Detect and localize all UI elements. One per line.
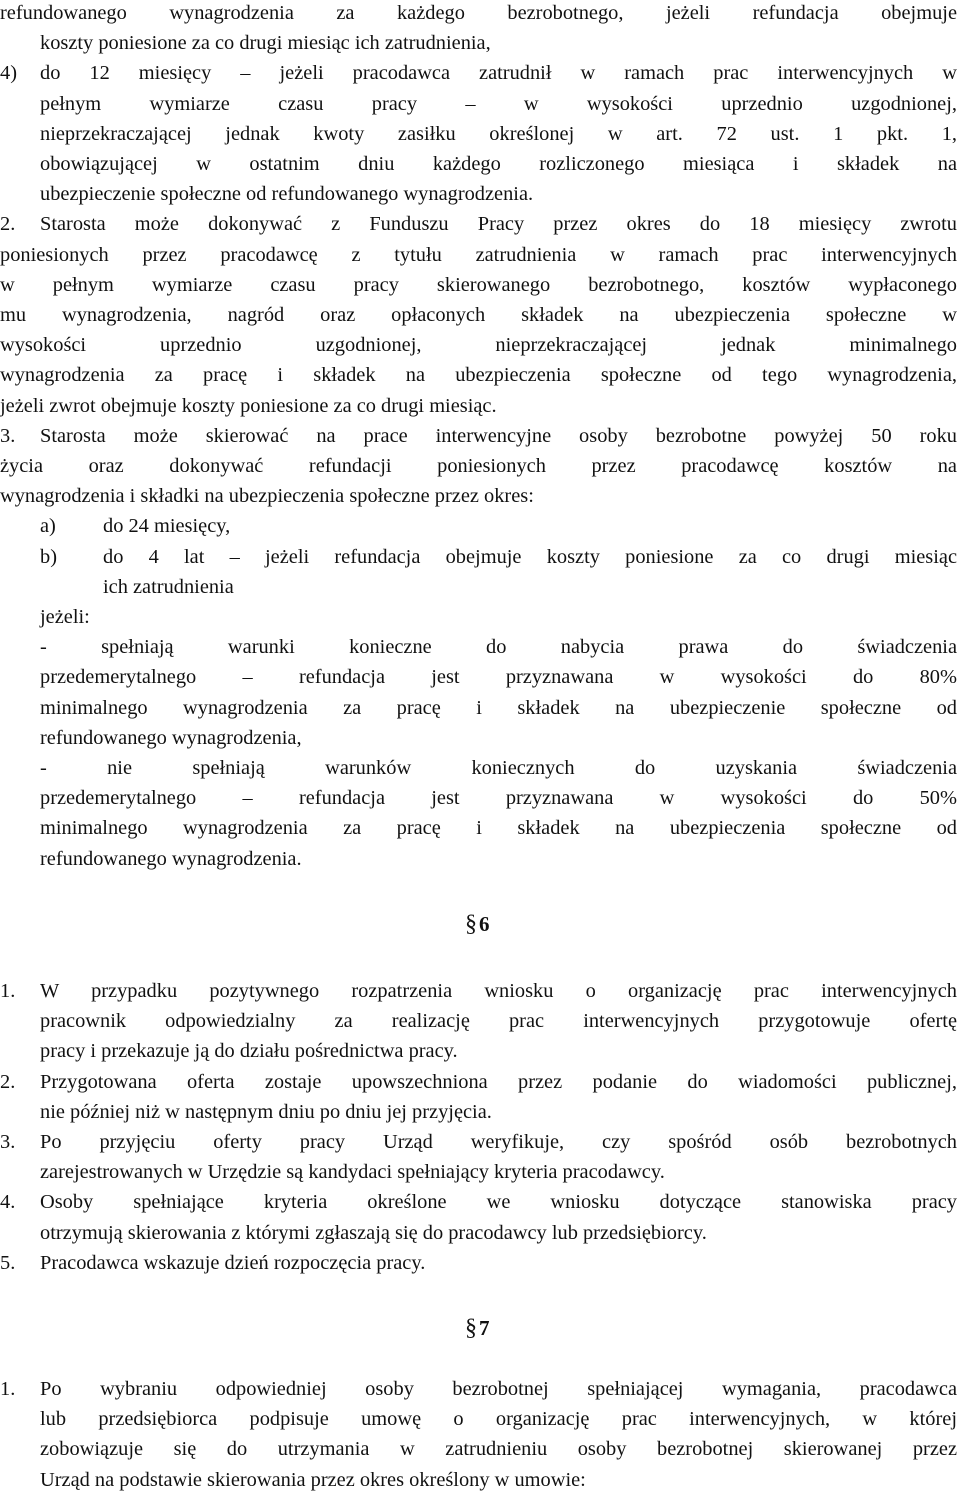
text-line: lub przedsiębiorca podpisuje umowę o organizację prac interwencyjnych, w której xyxy=(40,1408,957,1431)
text-line: do 4 lat – jeżeli refundacja obejmuje koszty poniesione za co drugi miesiąc xyxy=(103,545,957,568)
text-line: obowiązującej w ostatnim dniu każdego rozliczonego miesiąca i składek na xyxy=(40,153,957,176)
list-number: 4) xyxy=(0,62,17,85)
text-line: Osoby spełniające kryteria określone we wniosku dotyczące stanowiska pracy xyxy=(40,1191,957,1214)
bullet-item-2 xyxy=(0,753,957,874)
section-number: 6 xyxy=(479,911,490,936)
text-line: pracownik odpowiedzialny za realizację prac interwencyjnych przygotowuje ofertę xyxy=(40,1010,957,1033)
text-line: Przygotowana oferta zostaje upowszechniona przez podanie do wiadomości publicznej, xyxy=(40,1070,957,1093)
text-line: minimalnego wynagrodzenia za pracę i składek na ubezpieczenie społeczne od xyxy=(40,696,957,719)
text-line: zobowiązuje się do utrzymania w zatrudnieniu osoby bezrobotnej skierowanej przez xyxy=(40,1438,957,1461)
text-line: Po przyjęciu oferty pracy Urząd weryfikuje, czy spośród osób bezrobotnych xyxy=(40,1130,957,1153)
section-7-list xyxy=(0,1374,957,1495)
text-line: Pracodawca wskazuje dzień rozpoczęcia pracy. xyxy=(40,1251,426,1274)
text-line: wynagrodzenia i składki na ubezpieczenia społeczne przez okres: xyxy=(0,485,534,508)
text-line: minimalnego wynagrodzenia za pracę i składek na ubezpieczenia społeczne od xyxy=(40,817,957,840)
text-line: Urząd na podstawie skierowania przez okres określony w umowie: xyxy=(40,1468,586,1491)
sub-item-label: a) xyxy=(40,515,56,538)
list-item xyxy=(0,1187,957,1247)
list-number: 4. xyxy=(0,1191,16,1214)
list-number: 1. xyxy=(0,979,16,1002)
list-item xyxy=(0,1248,957,1278)
text-line: ubezpieczenie społeczne od refundowanego wynagrodzenia. xyxy=(40,183,534,206)
sub-item-b xyxy=(0,542,957,602)
section-heading-7 xyxy=(0,1310,957,1346)
list-number: 1. xyxy=(0,1377,16,1400)
paragraph-3 xyxy=(0,421,957,874)
text-line: pełnym wymiarze czasu pracy – w wysokości uprzednio uzgodnionej, xyxy=(40,92,957,115)
list-number: 3. xyxy=(0,1130,16,1153)
sub-item-a xyxy=(0,511,957,541)
text-line: w pełnym wymiarze czasu pracy skierowanego bezrobotnego, kosztów wypłaconego xyxy=(0,273,957,296)
text-line: wysokości uprzednio uzgodnionej, nieprzekraczającej jednak minimalnego xyxy=(0,334,957,357)
text-line: - spełniają warunki konieczne do nabycia prawa do świadczenia xyxy=(40,636,957,659)
text-line: Po wybraniu odpowiedniej osoby bezrobotnej spełniającej wymagania, pracodawca xyxy=(40,1377,957,1400)
list-number: 2. xyxy=(0,1070,16,1093)
text-line: Starosta może skierować na prace interwencyjne osoby bezrobotne powyżej 50 roku xyxy=(40,424,957,447)
text-line: poniesionych przez pracodawcę z tytułu zatrudnienia w ramach prac interwencyjnych xyxy=(0,243,957,266)
paragraph-number: 3. xyxy=(0,424,16,447)
section-number: 7 xyxy=(479,1315,490,1340)
bullet-item-1 xyxy=(0,632,957,753)
text-line: koszty poniesione za co drugi miesiąc ich zatrudnienia, xyxy=(40,32,491,55)
list-number: 5. xyxy=(0,1251,16,1274)
text-line: życia oraz dokonywać refundacji poniesionych przez pracodawcę kosztów na xyxy=(0,455,957,478)
text-line: W przypadku pozytywnego rozpatrzenia wniosku o organizację prac interwencyjnych xyxy=(40,979,957,1002)
list-item xyxy=(0,1374,957,1495)
list-item xyxy=(0,976,957,1067)
text-line: pracy i przekazuje ją do działu pośrednictwa pracy. xyxy=(40,1040,458,1063)
text-line: Starosta może dokonywać z Funduszu Pracy przez okres do 18 miesięcy zwrotu xyxy=(40,213,957,236)
text-line: wynagrodzenia za pracę i składek na ubezpieczenia społeczne od tego wynagrodzenia, xyxy=(0,364,957,387)
continuation-text xyxy=(0,0,957,58)
list-item-4 xyxy=(0,58,957,209)
text-line: refundowanego wynagrodzenia. xyxy=(40,847,302,870)
text-line: refundowanego wynagrodzenia za każdego bezrobotnego, jeżeli refundacja obejmuje xyxy=(0,2,957,24)
text-line: do 12 miesięcy – jeżeli pracodawca zatrudnił w ramach prac interwencyjnych w xyxy=(40,62,957,85)
section-heading-6 xyxy=(0,906,957,942)
text-line: - nie spełniają warunków koniecznych do uzyskania świadczenia xyxy=(40,757,957,780)
text-line: mu wynagrodzenia, nagród oraz opłaconych składek na ubezpieczenia społeczne w xyxy=(0,304,957,327)
list-item xyxy=(0,1067,957,1127)
section-sign: § xyxy=(465,1314,477,1341)
paragraph-number: 2. xyxy=(0,213,16,236)
paragraph-2 xyxy=(0,209,957,420)
text-line: zarejestrowanych w Urzędzie są kandydaci spełniający kryteria pracodawcy. xyxy=(40,1161,665,1184)
sub-item-label: b) xyxy=(40,545,57,568)
text-line: otrzymują skierowania z którymi zgłaszają się do pracodawcy lub przedsiębiorcy. xyxy=(40,1221,707,1244)
text-line: refundowanego wynagrodzenia, xyxy=(40,726,302,749)
text-line: jeżeli zwrot obejmuje koszty poniesione za co drugi miesiąc. xyxy=(0,394,497,417)
condition-label: jeżeli: xyxy=(40,606,90,629)
text-line: ich zatrudnienia xyxy=(103,575,234,598)
text-line: przedemerytalnego – refundacja jest przyznawana w wysokości do 80% xyxy=(40,666,957,689)
list-item xyxy=(0,1127,957,1187)
text-line: nie później niż w następnym dniu po dniu jej przyjęcia. xyxy=(40,1100,492,1123)
text-line: do 24 miesięcy, xyxy=(103,515,231,538)
text-line: przedemerytalnego – refundacja jest przyznawana w wysokości do 50% xyxy=(40,787,957,810)
section-sign: § xyxy=(465,910,477,937)
section-6-list xyxy=(0,976,957,1278)
text-line: nieprzekraczającej jednak kwoty zasiłku określonej w art. 72 ust. 1 pkt. 1, xyxy=(40,122,957,145)
